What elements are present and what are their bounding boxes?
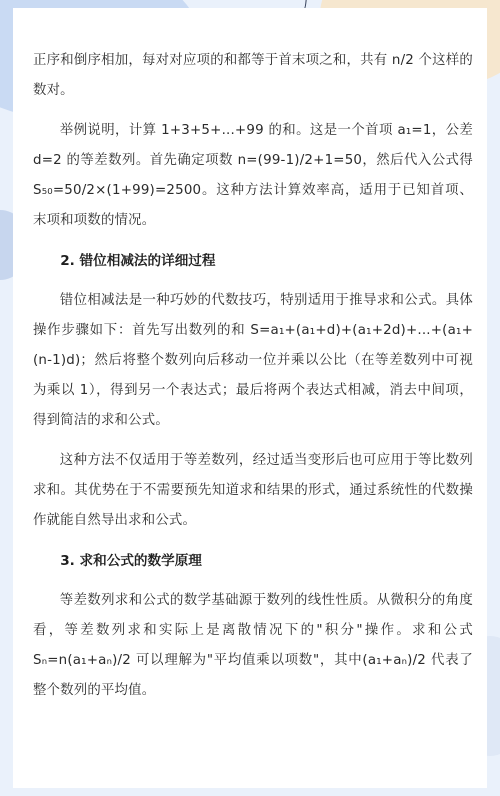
paragraph: 举例说明，计算 1+3+5+...+99 的和。这是一个首项 a₁=1，公差 d=2 的等差数列。首先确定项数 n=(99-1)/2+1=50，然后代入公式得 S₅₀=50/2×(1+99)=2500。这种方法计算效率高，适用于已知首项、末项和项数的情况。 [33,123,473,228]
paragraph: 正序和倒序相加，每对对应项的和都等于首末项之和，共有 n/2 个这样的数对。 [33,53,473,98]
section-heading: 3. 求和公式的数学原理 [60,553,202,569]
paragraph: 这种方法不仅适用于等差数列，经过适当变形后也可应用于等比数列求和。其优势在于不需要预先知道求和结果的形式，通过系统性的代数操作就能自然导出求和公式。 [33,453,473,528]
paragraph: 等差数列求和公式的数学基础源于数列的线性性质。从微积分的角度看，等差数列求和实际上是离散情况下的"积分"操作。求和公式 Sₙ=n(a₁+aₙ)/2 可以理解为"平均值乘以项数"，其中(a₁+aₙ)/2 代表了整个数列的平均值。 [33,593,473,698]
section-heading: 2. 错位相减法的详细过程 [60,253,216,269]
document-page [13,8,487,788]
paragraph: 错位相减法是一种巧妙的代数技巧，特别适用于推导求和公式。具体操作步骤如下：首先写出数列的和 S=a₁+(a₁+d)+(a₁+2d)+...+(a₁+(n-1)d)；然后将整个数列向后移动一位并乘以公比（在等差数列中可视为乘以 1），得到另一个表达式；最后将两个表达式相减，消去中间项，得到简洁的求和公式。 [33,293,473,428]
document-body [33,46,473,716]
